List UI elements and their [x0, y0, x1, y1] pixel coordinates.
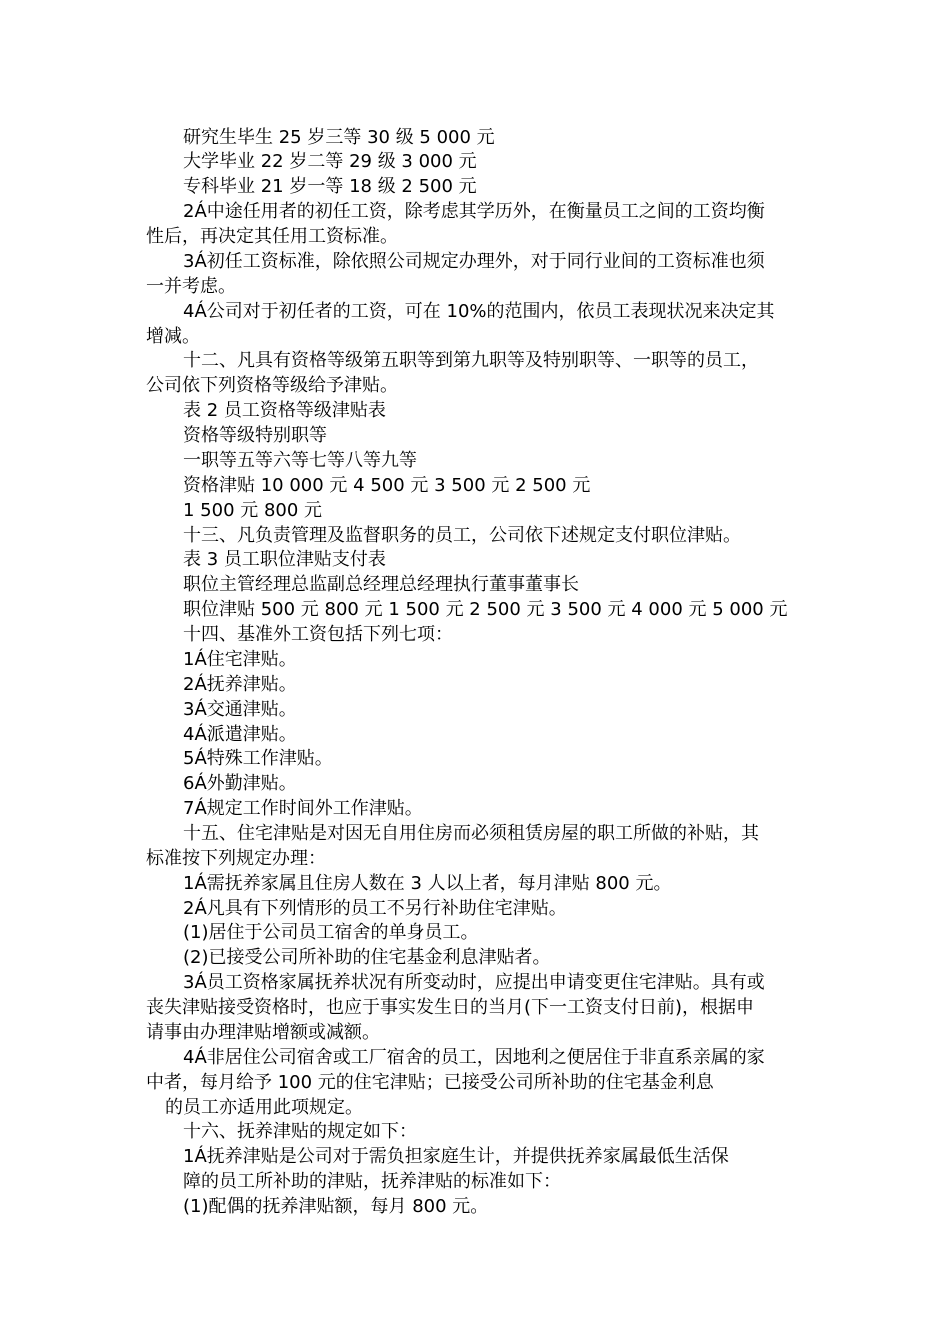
text-line: 一并考虑。: [146, 276, 236, 297]
text-line: 表 2 员工资格等级津贴表: [183, 400, 386, 421]
text-line: 2Á凡具有下列情形的员工不另行补助住宅津贴。: [183, 898, 567, 919]
text-line: 3Á初任工资标准，除依照公司规定办理外，对于同行业间的工资标准也须: [183, 251, 765, 272]
text-line: 6Á外勤津贴。: [183, 773, 297, 794]
text-line: (1)配偶的抚养津贴额，每月 800 元。: [183, 1196, 489, 1217]
text-line: 障的员工所补助的津贴，抚养津贴的标准如下：: [183, 1171, 561, 1192]
text-line: 请事由办理津贴增额或减额。: [146, 1022, 380, 1043]
text-line: 1 500 元 800 元: [183, 500, 323, 521]
text-line: 1Á需抚养家属且住房人数在 3 人以上者，每月津贴 800 元。: [183, 873, 672, 894]
text-line: 的员工亦适用此项规定。: [165, 1097, 363, 1118]
text-line: 公司依下列资格等级给予津贴。: [146, 375, 398, 396]
text-line: 资格等级特别职等: [183, 425, 327, 446]
text-line: 2Á抚养津贴。: [183, 674, 297, 695]
text-line: (1)居住于公司员工宿舍的单身员工。: [183, 922, 479, 943]
text-line: 十六、抚养津贴的规定如下：: [183, 1121, 417, 1142]
text-line: 增减。: [146, 326, 200, 347]
text-line: 职位津贴 500 元 800 元 1 500 元 2 500 元 3 500 元 4 000 元 5 000 元: [183, 599, 788, 620]
text-line: 一职等五等六等七等八等九等: [183, 450, 417, 471]
text-line: 专科毕业 21 岁一等 18 级 2 500 元: [183, 176, 477, 197]
text-line: 性后，再决定其任用工资标准。: [146, 226, 398, 247]
text-line: 十四、基准外工资包括下列七项：: [183, 624, 453, 645]
text-line: 3Á员工资格家属抚养状况有所变动时，应提出申请变更住宅津贴。具有或: [183, 972, 765, 993]
text-line: 研究生毕生 25 岁三等 30 级 5 000 元: [183, 127, 495, 148]
text-line: 7Á规定工作时间外工作津贴。: [183, 798, 423, 819]
text-line: 十五、住宅津贴是对因无自用住房而必须租赁房屋的职工所做的补贴，其: [183, 823, 759, 844]
text-line: 中者，每月给予 100 元的住宅津贴；已接受公司所补助的住宅基金利息: [146, 1072, 714, 1093]
text-line: 大学毕业 22 岁二等 29 级 3 000 元: [183, 151, 477, 172]
text-line: 4Á派遣津贴。: [183, 724, 297, 745]
text-line: 1Á住宅津贴。: [183, 649, 297, 670]
text-line: 3Á交通津贴。: [183, 699, 297, 720]
text-line: 表 3 员工职位津贴支付表: [183, 549, 386, 570]
text-line: 1Á抚养津贴是公司对于需负担家庭生计，并提供抚养家属最低生活保: [183, 1146, 729, 1167]
text-line: 丧失津贴接受资格时，也应于事实发生日的当月(下一工资支付日前)，根据申: [146, 997, 755, 1018]
text-line: 十三、凡负责管理及监督职务的员工，公司依下述规定支付职位津贴。: [183, 525, 741, 546]
text-line: 标准按下列规定办理：: [146, 848, 326, 869]
text-line: 5Á特殊工作津贴。: [183, 748, 333, 769]
text-line: 十二、凡具有资格等级第五职等到第九职等及特别职等、一职等的员工，: [183, 350, 759, 371]
text-line: 4Á非居住公司宿舍或工厂宿舍的员工，因地利之便居住于非直系亲属的家: [183, 1047, 765, 1068]
text-line: 资格津贴 10 000 元 4 500 元 3 500 元 2 500 元: [183, 475, 591, 496]
text-line: 4Á公司对于初任者的工资，可在 10%的范围内，依员工表现状况来决定其: [183, 301, 775, 322]
text-line: (2)已接受公司所补助的住宅基金利息津贴者。: [183, 947, 551, 968]
text-line: 职位主管经理总监副总经理总经理执行董事董事长: [183, 574, 579, 595]
text-line: 2Á中途任用者的初任工资，除考虑其学历外，在衡量员工之间的工资均衡: [183, 201, 765, 222]
